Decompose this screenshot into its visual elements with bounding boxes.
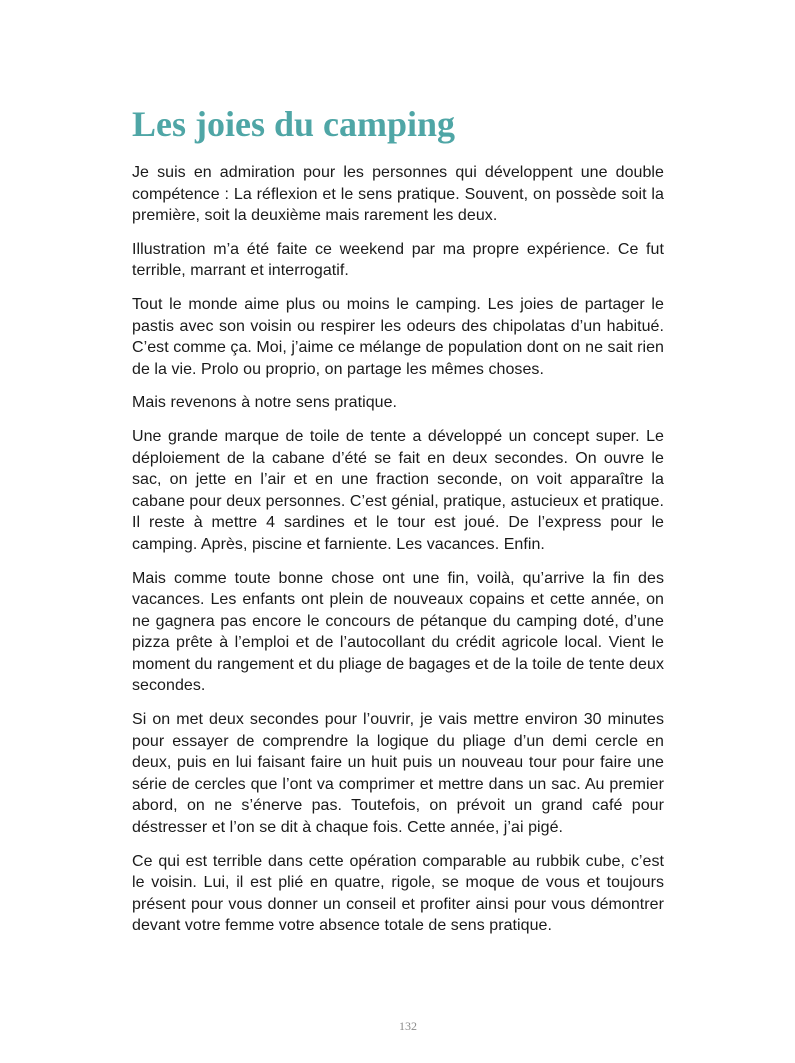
page-number: 132 — [399, 1019, 417, 1033]
paragraph: Si on met deux secondes pour l’ouvrir, je vais mettre environ 30 minutes pour essayer de comprendre la logique du pliage d’un demi cercle en deux, puis en lui faisant faire un huit puis un nouveau tour pour faire une série de cercles que l’ont va comprimer et mettre dans un sac. Au premier abord, on ne s’énerve pas. Toutefois, on prévoit un grand café pour déstresser et l’on se dit à chaque fois. Cette année, j’ai pigé. — [132, 711, 664, 837]
chapter-title: Les joies du camping — [132, 104, 456, 144]
chapter-body — [132, 162, 664, 949]
paragraph: Une grande marque de toile de tente a développé un concept super. Le déploiement de la cabane d’été se fait en deux secondes. On ouvre le sac, on jette en l’air et en une fraction seconde, on voit apparaître la cabane pour deux personnes. C’est génial, pratique, astucieux et pratique. Il reste à mettre 4 sardines et le tour est joué. De l’express pour le camping. Après, piscine et farniente. Les vacances. Enfin. — [132, 427, 664, 553]
paragraph: Mais comme toute bonne chose ont une fin, voilà, qu’arrive la fin des vacances. Les enfants ont plein de nouveaux copains et cette année, on ne gagnera pas encore le concours de pétanque du camping doté, d’une pizza prête à l’emploi et de l’autocollant du crédit agricole local. Vient le moment du rangement et du pliage de bagages et de la toile de tente deux secondes. — [132, 569, 664, 695]
paragraph: Tout le monde aime plus ou moins le camping. Les joies de partager le pastis avec son voisin ou respirer les odeurs des chipolatas d’un habitué. C’est comme ça. Moi, j’aime ce mélange de population dont on ne sait rien de la vie. Prolo ou proprio, on partage les mêmes choses. — [132, 295, 664, 378]
paragraph: Je suis en admiration pour les personnes qui développent une double compétence : La réflexion et le sens pratique. Souvent, on possède soit la première, soit la deuxième mais rarement les deux. — [132, 164, 664, 225]
paragraph: Illustration m’a été faite ce weekend par ma propre expérience. Ce fut terrible, marrant et interrogatif. — [132, 240, 664, 280]
paragraph: Ce qui est terrible dans cette opération comparable au rubbik cube, c’est le voisin. Lui, il est plié en quatre, rigole, se moque de vous et toujours présent pour vous donner un conseil et profiter ainsi pour vous démontrer devant votre femme votre absence totale de sens pratique. — [132, 852, 664, 935]
paragraph: Mais revenons à notre sens pratique. — [132, 394, 398, 412]
